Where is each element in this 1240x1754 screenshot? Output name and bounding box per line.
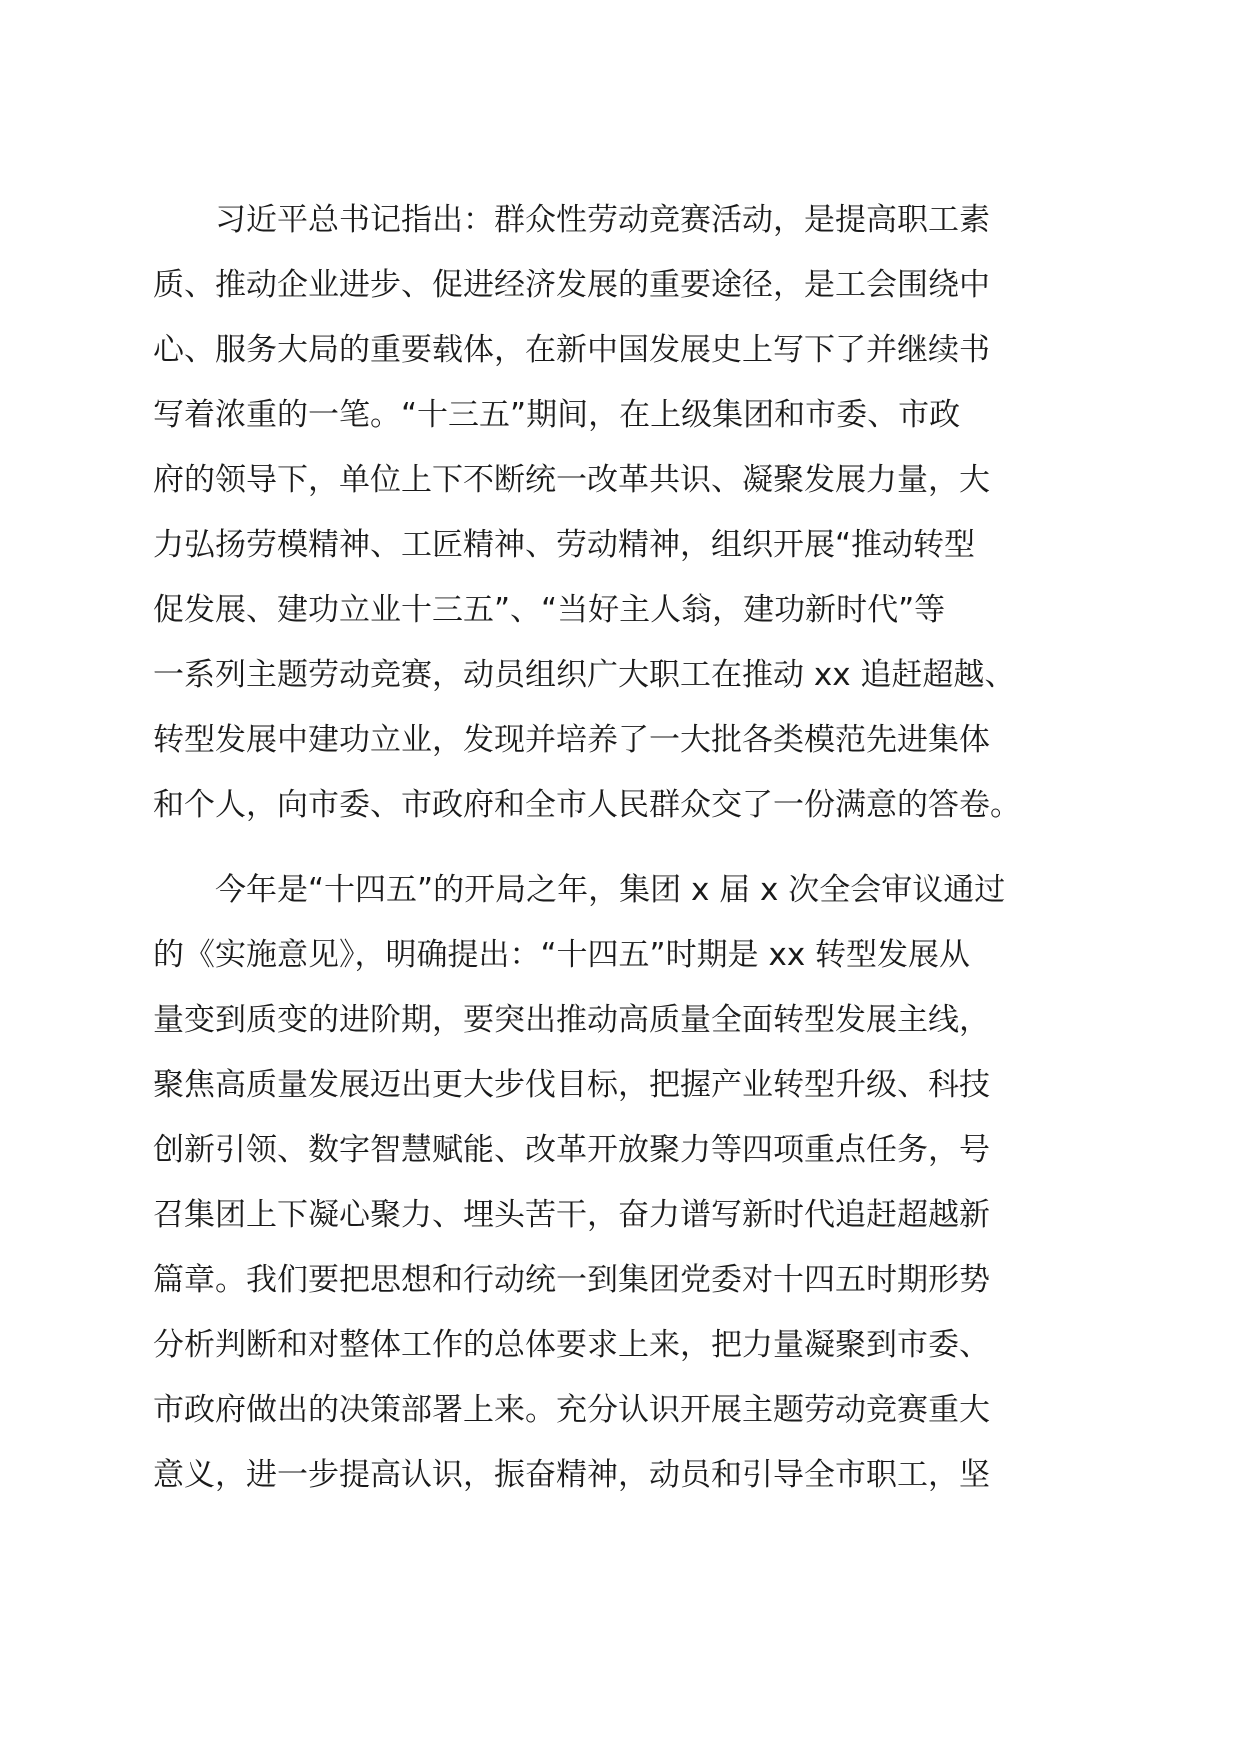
text-line: 一系列主题劳动竞赛，动员组织广大职工在推动 xx 追赶超越、 [153,657,1016,693]
text-line: 篇章。我们要把思想和行动统一到集团党委对十四五时期形势 [153,1262,990,1298]
text-line: 力弘扬劳模精神、工匠精神、劳动精神，组织开展“推动转型 [153,527,976,563]
text-line: 量变到质变的进阶期，要突出推动高质量全面转型发展主线， [153,1002,990,1038]
paragraph-2 [153,858,1093,1508]
text-line: 转型发展中建功立业，发现并培养了一大批各类模范先进集体 [153,722,990,758]
text-line: 习近平总书记指出：群众性劳动竞赛活动，是提高职工素 [153,202,990,238]
text-line: 促发展、建功立业十三五”、“当好主人翁，建功新时代”等 [153,592,946,628]
document-body [153,188,1093,1508]
text-line: 创新引领、数字智慧赋能、改革开放聚力等四项重点任务，号 [153,1132,990,1168]
text-line: 意义，进一步提高认识，振奋精神，动员和引导全市职工，坚 [153,1457,990,1493]
text-line: 的《实施意见》，明确提出：“十四五”时期是 xx 转型发展从 [153,937,971,973]
text-line: 写着浓重的一笔。“十三五”期间，在上级集团和市委、市政 [153,397,961,433]
text-line: 召集团上下凝心聚力、埋头苦干，奋力谱写新时代追赶超越新 [153,1197,990,1233]
text-line: 分析判断和对整体工作的总体要求上来，把力量凝聚到市委、 [153,1327,990,1363]
text-line: 今年是“十四五”的开局之年，集团 x 届 x 次全会审议通过 [153,872,1006,908]
text-line: 心、服务大局的重要载体，在新中国发展史上写下了并继续书 [153,332,990,368]
text-line: 市政府做出的决策部署上来。充分认识开展主题劳动竞赛重大 [153,1392,990,1428]
text-line: 和个人，向市委、市政府和全市人民群众交了一份满意的答卷。 [153,787,1021,823]
text-line: 府的领导下，单位上下不断统一改革共识、凝聚发展力量，大 [153,462,990,498]
text-line: 质、推动企业进步、促进经济发展的重要途径，是工会围绕中 [153,267,990,303]
paragraph-1 [153,188,1093,838]
text-line: 聚焦高质量发展迈出更大步伐目标，把握产业转型升级、科技 [153,1067,990,1103]
